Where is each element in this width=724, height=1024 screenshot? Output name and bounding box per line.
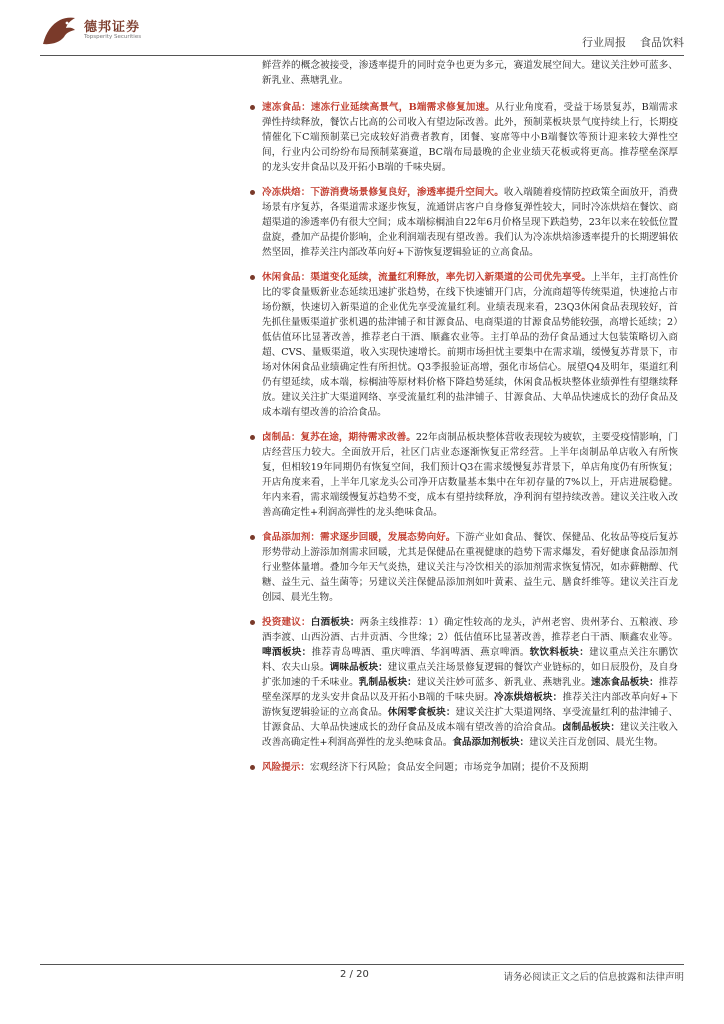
footer-divider: [40, 964, 684, 965]
bullet-icon: [250, 435, 255, 440]
section-lead: 休闲食品：渠道变化延续，流量红利释放，率先切入新渠道的公司优先享受。: [262, 272, 591, 283]
section-frozen-food: [250, 100, 678, 175]
brand-subtitle: Topsperity Securities: [84, 34, 142, 40]
section-body: 下游产业如食品、餐饮、保健品、化妆品等疫后复苏形势带动上游添加剂需求回暖，尤其是保健品在重视健康的趋势下需求爆发，看好健康食品添加剂行业整体量增。叠加今年天气炎热，建议关注与冷饮相关的添加剂需求恢复情况，如赤藓糖醇、代糖、益生元、益生菌等；另建议关注保健品添加剂如叶黄素、益生元、膳食纤维等。建议关注百龙创园、晨光生物。: [262, 532, 679, 603]
segment-text: 建议重点关注东鹏饮料、农夫山泉。: [262, 647, 679, 673]
segment-label: 冷冻烘焙板块：: [494, 692, 563, 703]
section-lead: 风险提示：: [262, 762, 310, 773]
section-snack-food: [250, 270, 678, 420]
segment-text: 建议关注扩大渠道网络、享受流量红利的盐津铺子、甘源食品、大单品快速成长的劲仔食品及成本端有望改善的洽洽食品。: [262, 707, 679, 733]
segment-text: 建议关注收入改善高确定性+利润高弹性的龙头绝味食品。: [262, 722, 679, 748]
section-food-additives: [250, 530, 678, 605]
section-body: 宏观经济下行风险；食品安全问题；市场竞争加剧；提价不及预期: [309, 762, 589, 773]
section-body: 从行业角度看，受益于场景复苏，B端需求弹性持续释放，餐饮占比高的公司收入有望边际改善。此外，预制菜板块景气度持续上行，长期疫情催化下C端预制菜已完成较好消费者教育，团餐、宴席等中小B端餐饮等预计迎来较大弹性空间，行业内公司纷纷布局预制菜赛道，BC端布局最晚的企业业绩天花板或将更高。推荐壁垒深厚的龙头安井食品以及开拓小B端的千味央厨。: [262, 102, 678, 173]
section-lead: 冷冻烘焙：下游消费场景修复良好，渗透率提升空间大。: [262, 187, 504, 198]
segment-label: 啤酒板块：: [262, 647, 312, 658]
bullet-icon: [250, 620, 255, 625]
page-header: [40, 12, 684, 60]
bullet-icon: [250, 105, 255, 110]
segment-label: 调味品板块：: [329, 662, 388, 673]
section-lead: 食品添加剂：需求逐步回暖，发展态势向好。: [262, 532, 456, 543]
section-body: 上半年，主打高性价比的零食量贩新业态延续迅速扩张趋势，在线下快速铺开门店，分流商超等传统渠道，快速抢占市场份额，快速切入新渠道的企业优先享受流量红利。业绩表现来看，23Q3休闲食品表现较好，首先抓住量贩渠道扩张机遇的盐津铺子和甘源食品、电商渠道的甘源食品势能较强，高增长延续；2）低估值环比显著改善，推荐老白干酒、顺鑫农业等。主打单品的劲仔食品通过大包装策略切入商超、CVS、量贩渠道，收入实现快速增长。前期市场担忧主要集中在需求端，缓慢复苏背景下，市场对休闲食品业绩确定性有所担忧。Q3季报验证高增，强化市场信心。展望Q4及明年，渠道红利仍有望延续，成本端，棕榈油等原材料价格下降趋势延续，休闲食品板块整体业绩弹性有望继续释放。建议关注扩大渠道网络、享受流量红利的盐津铺子、甘源食品、大单品快速成长的劲仔食品及成本端有望改善的洽洽食品。: [262, 272, 679, 418]
section-investment-advice: [250, 615, 678, 750]
section-braised-food: [250, 430, 678, 520]
intro-paragraph: 鲜营养的概念被接受，渗透率提升的同时竞争也更为多元，赛道发展空间大。建议关注妙可蓝多、新乳业、燕塘乳业。: [262, 60, 678, 86]
section-lead: 卤制品：复苏在途，期待需求改善。: [262, 432, 416, 443]
segment-label: 乳制品板块：: [358, 677, 417, 688]
header-divider: [40, 55, 684, 56]
segment-label: 软饮料板块：: [529, 647, 590, 658]
segment-text: 推荐青岛啤酒、重庆啤酒、华润啤酒、燕京啤酒。: [311, 647, 530, 658]
page-number: 2 / 20: [340, 969, 369, 980]
section-risk-warning: [250, 760, 678, 775]
brand-emblem-icon: [40, 14, 78, 48]
bullet-icon: [250, 765, 255, 770]
segment-text: 推荐壁垒深厚的龙头安井食品以及开拓小B端的千味央厨。: [262, 677, 679, 703]
section-frozen-bakery: [250, 185, 678, 260]
bullet-icon: [250, 190, 255, 195]
report-body: [250, 58, 678, 785]
legal-disclaimer: 请务必阅读正文之后的信息披露和法律声明: [503, 972, 684, 983]
segment-label: 卤制品板块：: [561, 722, 621, 733]
report-tags: [582, 34, 684, 50]
segment-label: 食品添加剂板块：: [452, 737, 530, 748]
bullet-icon: [250, 535, 255, 540]
segment-label: 休闲零食板块：: [387, 707, 456, 718]
bullet-icon: [250, 275, 255, 280]
segment-text: 建议关注妙可蓝多、新乳业、燕塘乳业。: [416, 677, 592, 688]
report-type: 行业周报: [582, 36, 626, 49]
segment-label: 速冻食品板块：: [591, 677, 659, 688]
section-body: 收入端随着疫情防控政策全面放开，消费场景有序复苏，各渠道需求逐步恢复，流通饼店客户自身修复弹性较大，同时冷冻烘焙在餐饮、商超渠道的渗透率仍有很大空间；成本端棕榈油自22年6月价格呈现下跌趋势，23年以来在较低位置盘旋，叠加产品提价影响，企业利润端表现有望改善。我们认为冷冻烘焙渗透率提升的长期逻辑依然坚固，推荐关注内部改革向好+下游恢复逻辑验证的立高食品。: [262, 187, 679, 258]
section-body: 22年卤制品板块整体营收表现较为疲软，主要受疫情影响，门店经营压力较大。全面放开后，社区门店业态逐渐恢复正常经营。上半年卤制品单店收入有所恢复，但相较19年同期仍有恢复空间，我们预计Q3在需求缓慢复苏背景下，单店角度仍有所恢复；开店角度来看，上半年几家龙头公司净开店数量基本集中在年初存量的7%以上，开店进展稳健。年内来看，需求端缓慢复苏趋势不变，成本有望持续释放，净利润有望持续改善。建议关注收入改善高确定性+利润高弹性的龙头绝味食品。: [262, 432, 678, 518]
section-lead: 投资建议：: [262, 617, 311, 628]
segment-text: 建议关注百龙创园、晨光生物。: [529, 737, 664, 748]
brand-name: 德邦证券: [84, 20, 141, 35]
segment-text: 两条主线推荐：1）确定性较高的龙头，泸州老窖、贵州茅台、五粮液、珍酒李渡、山西汾酒、古井贡酒、今世缘；2）低估值环比显著改善，推荐老白干酒、顺鑫农业等。: [262, 617, 678, 643]
report-industry: 食品饮料: [640, 36, 684, 49]
brand-logo: [40, 12, 200, 52]
segment-text: 推荐关注内部改革向好+下游恢复逻辑验证的立高食品。: [262, 692, 678, 718]
segment-text: 建议重点关注场景修复逻辑的餐饮产业链标的，如日辰股份，及自身扩张加速的千禾味业。: [262, 662, 679, 688]
section-lead: 速冻食品：速冻行业延续高景气，B端需求修复加速。: [262, 102, 496, 113]
segment-label: 白酒板块：: [310, 617, 360, 628]
